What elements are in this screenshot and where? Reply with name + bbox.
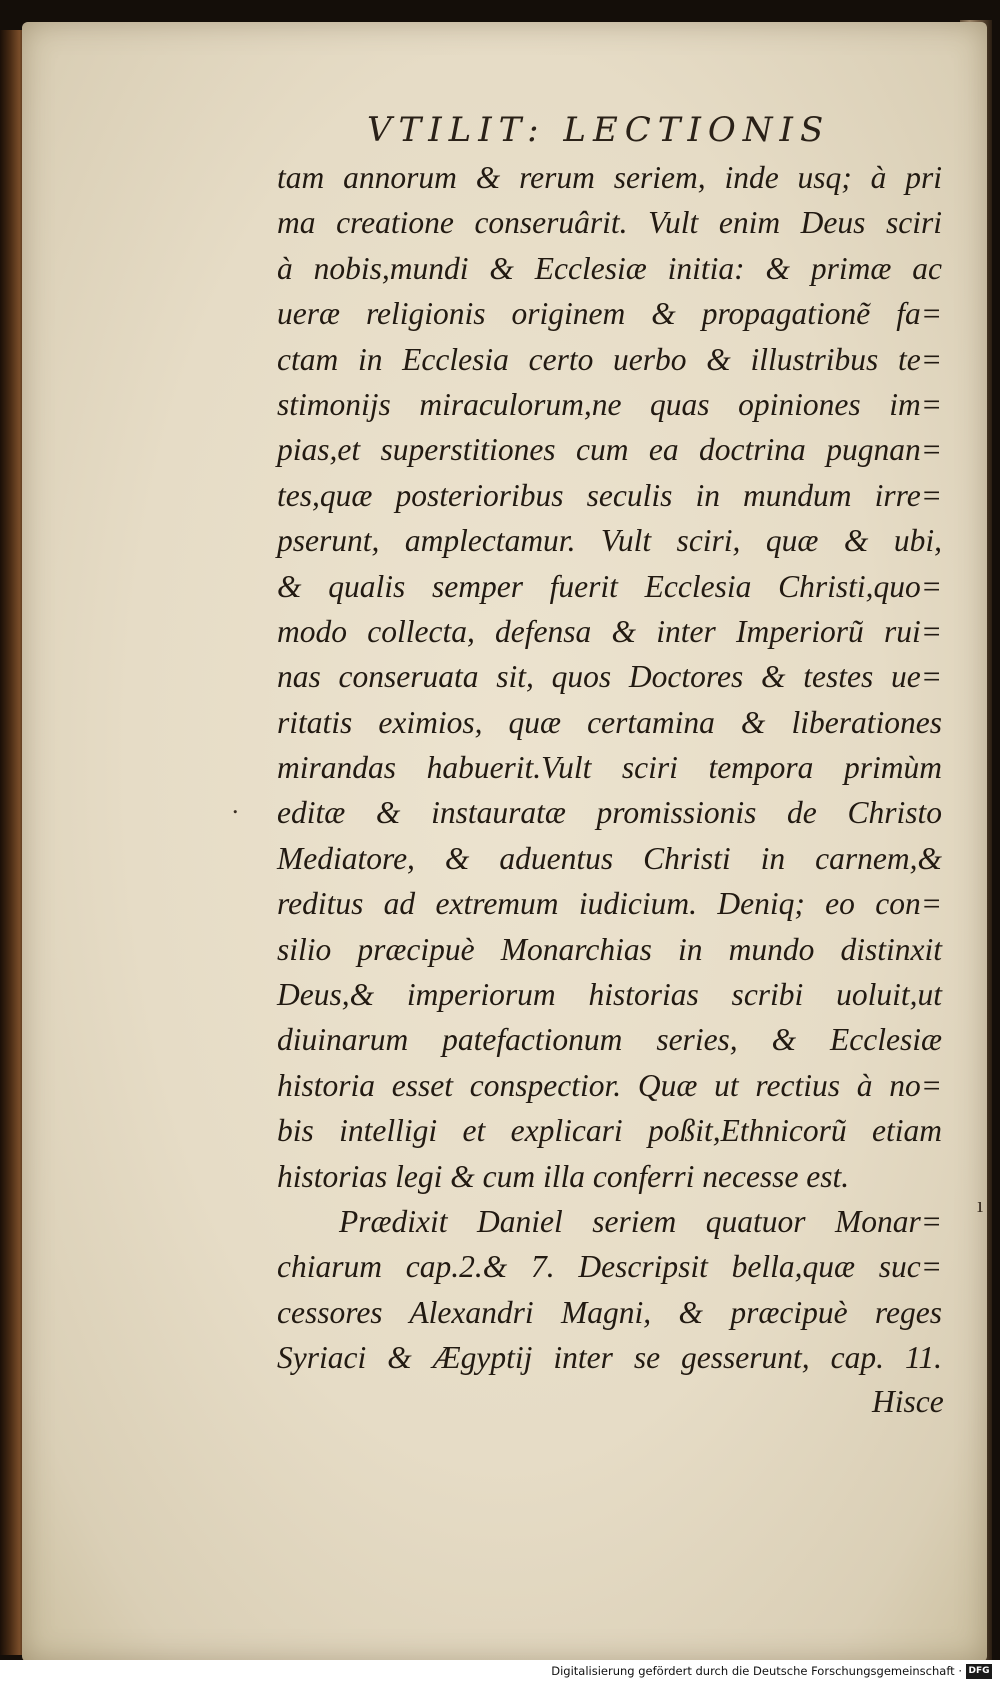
text-line: historia esset conspectior. Quæ ut rectius à no= (277, 1067, 942, 1103)
text-line: silio præcipuè Monarchias in mundo distinxit (277, 931, 942, 967)
text-line: & qualis semper fuerit Ecclesia Christi,quo= (277, 568, 942, 604)
text-line: Mediatore, & aduentus Christi in carnem,& (277, 840, 942, 876)
text-line: stimonijs miraculorum,ne quas opiniones im= (277, 386, 942, 422)
digitization-footer (0, 1660, 1000, 1684)
text-line: diuinarum patefactionum series, & Ecclesiæ (277, 1022, 942, 1058)
text-line: reditus ad extremum iudicium. Deniq; eo con= (277, 886, 942, 922)
text-line: cessores Alexandri Magni, & præcipuè reges (277, 1294, 942, 1330)
text-line: editæ & instauratæ promissionis de Christo (277, 795, 942, 831)
text-line: ueræ religionis originem & propagationẽ fa= (277, 296, 942, 332)
catchword: Hisce (872, 1384, 944, 1419)
running-head: VTILIT: LECTIONIS (367, 110, 831, 150)
text-block (277, 155, 942, 1381)
text-line: ctam in Ecclesia certo uerbo & illustribus te= (277, 341, 942, 377)
text-line: Syriaci & Ægyptij inter se gesserunt, cap. 11. (277, 1340, 942, 1376)
footer-credit-text: Digitalisierung gefördert durch die Deutsche Forschungsgemeinschaft · (551, 1664, 962, 1678)
text-line: ritatis eximios, quæ certamina & liberationes (277, 704, 942, 740)
text-line: Deus,& imperiorum historias scribi uoluit,ut (277, 977, 942, 1013)
book-page (22, 22, 987, 1662)
text-line: tes,quæ posterioribus seculis in mundum irre= (277, 477, 942, 513)
text-line: mirandas habuerit.Vult sciri tempora primùm (277, 750, 942, 786)
text-line: ma creatione conseruârit. Vult enim Deus sciri (277, 205, 942, 241)
text-line: à nobis,mundi & Ecclesiæ initia: & primæ ac (277, 250, 942, 286)
text-line: pias,et superstitiones cum ea doctrina pugnan= (277, 432, 942, 468)
paragraph-start-line: Prædixit Daniel seriem quatuor Monar= (339, 1203, 942, 1239)
text-line: modo collecta, defensa & inter Imperiorũ rui= (277, 613, 942, 649)
ink-speck-mark: ı (977, 1192, 984, 1217)
paragraph-end-line: historias legi & cum illa conferri necesse est. (277, 1158, 850, 1194)
text-line: nas conseruata sit, quos Doctores & testes ue= (277, 659, 942, 695)
text-line: pserunt, amplectamur. Vult sciri, quæ & ubi, (277, 523, 942, 559)
text-line: tam annorum & rerum seriem, inde usq; à pri (277, 160, 942, 195)
dfg-logo-icon: DFG (966, 1664, 992, 1679)
text-line: chiarum cap.2.& 7. Descripsit bella,quæ suc= (277, 1249, 942, 1285)
text-line: bis intelligi et explicari poßit,Ethnicorũ etiam (277, 1113, 942, 1149)
ink-speck-mark: . (232, 790, 239, 819)
